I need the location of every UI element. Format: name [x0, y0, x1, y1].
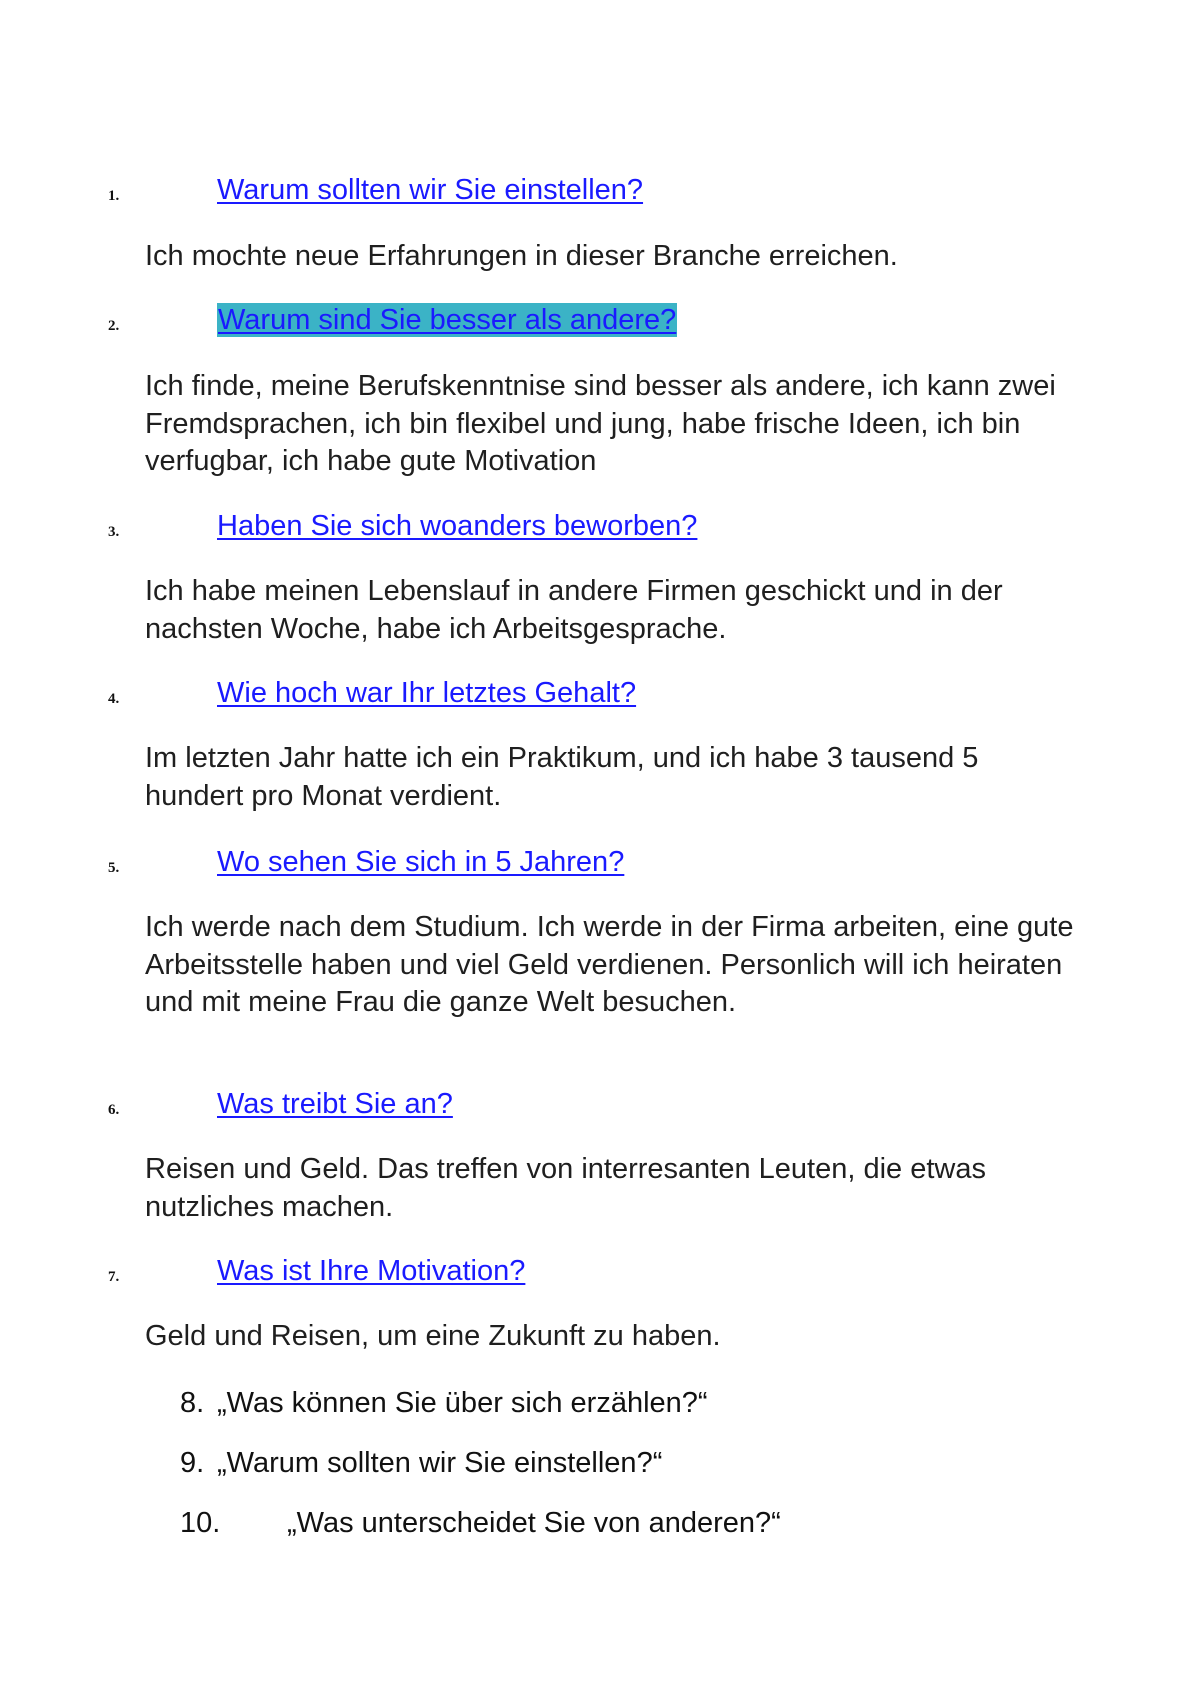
extra-number: 10.: [180, 1507, 221, 1539]
extra-number: 8.: [180, 1387, 205, 1419]
extra-question: „Warum sollten wir Sie einstellen?“: [217, 1447, 663, 1479]
answer-1: Ich mochte neue Erfahrungen in dieser Branche erreichen.: [145, 240, 898, 272]
question-link-6[interactable]: Was treibt Sie an?: [217, 1088, 453, 1120]
question-number: 5.: [108, 860, 120, 876]
question-link-4[interactable]: Wie hoch war Ihr letztes Gehalt?: [217, 677, 637, 709]
question-number: 3.: [108, 524, 120, 540]
question-number: 7.: [108, 1269, 120, 1285]
question-link-2[interactable]: Warum sind Sie besser als andere?: [218, 304, 677, 336]
extra-question: „Was unterscheidet Sie von anderen?“: [287, 1507, 781, 1539]
question-link-3[interactable]: Haben Sie sich woanders beworben?: [217, 510, 698, 542]
question-link-7[interactable]: Was ist Ihre Motivation?: [217, 1255, 526, 1287]
question-link-5[interactable]: Wo sehen Sie sich in 5 Jahren?: [217, 846, 625, 878]
answer-2: Ich finde, meine Berufskenntnise sind besser als andere, ich kann zwei Fremdsprachen, ich bin flexibel und jung, habe frische Ideen, ich bin verfugbar, ich habe gute Motivation: [145, 370, 1056, 477]
answer-5: Ich werde nach dem Studium. Ich werde in der Firma arbeiten, eine gute Arbeitsstelle haben und viel Geld verdienen. Personlich will ich heiraten und mit meine Frau die ganze Welt besuchen.: [145, 911, 1074, 1018]
extra-number: 9.: [180, 1447, 205, 1479]
answer-4: Im letzten Jahr hatte ich ein Praktikum, und ich habe 3 tausend 5 hundert pro Monat verdient.: [145, 742, 979, 812]
question-number: 4.: [108, 691, 120, 707]
extra-question: „Was können Sie über sich erzählen?“: [217, 1387, 708, 1419]
answer-3: Ich habe meinen Lebenslauf in andere Firmen geschickt und in der nachsten Woche, habe ich Arbeitsgesprache.: [145, 575, 1003, 645]
question-number: 1.: [108, 188, 120, 204]
answer-7: Geld und Reisen, um eine Zukunft zu haben.: [145, 1320, 721, 1352]
question-number: 6.: [108, 1102, 120, 1118]
question-link-1[interactable]: Warum sollten wir Sie einstellen?: [217, 174, 644, 206]
answer-6: Reisen und Geld. Das treffen von interresanten Leuten, die etwas nutzliches machen.: [145, 1153, 986, 1223]
question-number: 2.: [108, 318, 120, 334]
